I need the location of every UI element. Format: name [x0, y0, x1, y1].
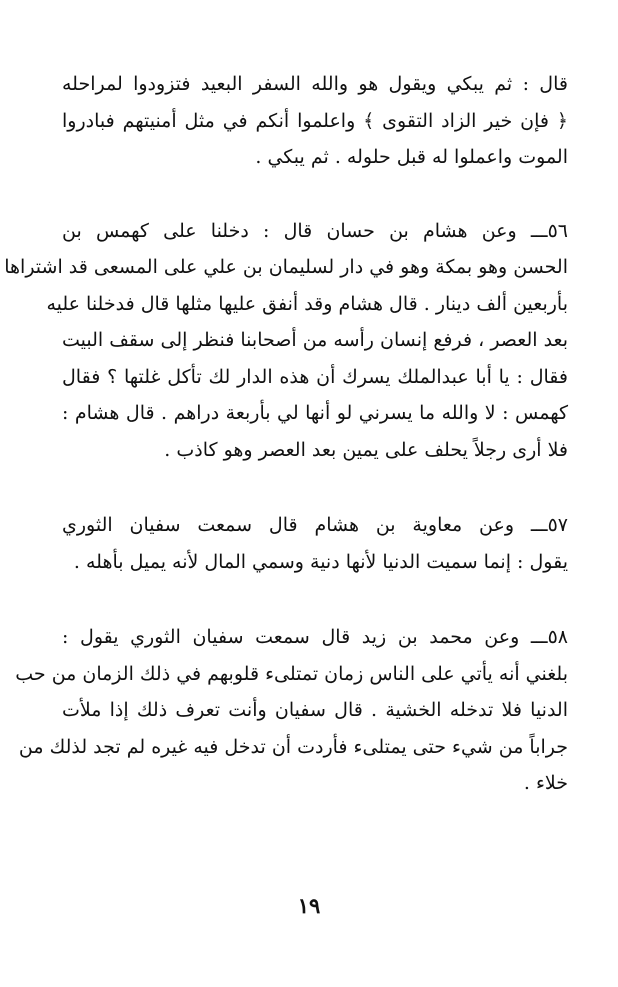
text-line: خلاء .	[523, 772, 568, 794]
paragraph-57	[62, 507, 568, 580]
text-line: الموت واعملوا له قبل حلوله . ثم يبكي .	[255, 146, 568, 168]
text-line: ٥٨ـــ وعن محمد بن زيد قال سمعت سفيان الثوري يقول :	[62, 626, 568, 648]
paragraph-spacer	[62, 580, 568, 619]
text-line: فلا أرى رجلاً يحلف على يمين بعد العصر وهو كاذب .	[164, 438, 568, 461]
text-line: بلغني أنه يأتي على الناس زمان تمتلىء قلوبهم في ذلك الزمان من حب	[15, 662, 568, 685]
paragraph-spacer	[62, 176, 568, 213]
paragraph-closing-55	[62, 66, 568, 176]
text-line: قال : ثم يبكي ويقول هو والله السفر البعيد فتزودوا لمراحله	[62, 73, 568, 95]
page-number: ١٩	[297, 893, 321, 918]
text-line: كهمس : لا والله ما يسرني لو أنها لي بأربعة دراهم . قال هشام :	[62, 402, 568, 424]
text-line: فقال : يا أبا عبدالملك يسرك أن هذه الدار لك تأكل غلتها ؟ فقال	[62, 365, 568, 388]
text-line: بعد العصر ، فرفع إنسان رأسه من أصحابنا فنظر إلى سقف البيت	[62, 329, 568, 351]
text-line: الحسن وهو بمكة وهو في دار لسليمان بن علي على المسعى قد اشتراها	[4, 256, 568, 278]
paragraph-56	[4, 213, 568, 469]
page-body	[4, 66, 569, 802]
text-line: جراباً من شيء حتى يمتلىء فأردت أن تدخل فيه غيره لم تجد لذلك من	[18, 735, 568, 758]
text-line: ٥٦ـــ وعن هشام بن حسان قال : دخلنا على كهمس بن	[62, 219, 568, 242]
paragraph-58	[15, 619, 569, 802]
paragraph-spacer	[62, 468, 568, 507]
text-line: ٥٧ـــ وعن معاوية بن هشام قال سمعت سفيان الثوري	[62, 514, 568, 536]
text-line: بأربعين ألف دينار . قال هشام وقد أنفق عليها مثلها قال فدخلنا عليه	[46, 292, 568, 315]
text-line: ﴿ فإن خير الزاد التقوى ﴾ واعلموا أنكم في مثل أمنيتهم فبادروا	[62, 109, 568, 132]
text-line: الدنيا فلا تدخله الخشية . قال سفيان وأنت تعرف ذلك إذا ملأت	[62, 699, 569, 721]
text-line: يقول : إنما سميت الدنيا لأنها دنية وسمي المال لأنه يميل بأهله .	[73, 550, 568, 573]
